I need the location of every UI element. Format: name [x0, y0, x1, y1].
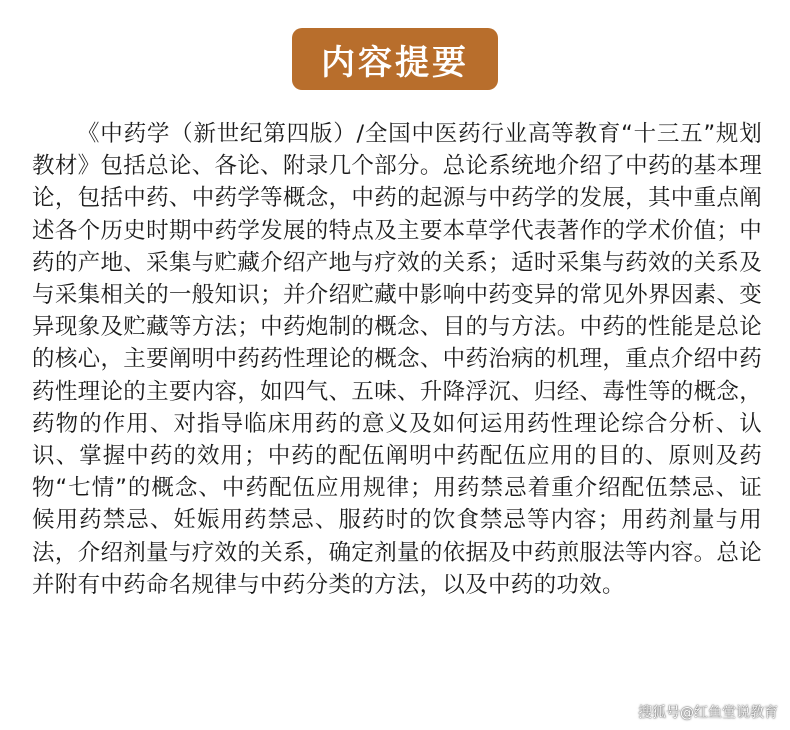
title-container — [0, 28, 790, 90]
page-title: 内容提要 — [292, 28, 498, 90]
watermark: 搜狐号@红鱼堂说教育 — [638, 705, 778, 721]
summary-paragraph: 《中药学（新世纪第四版）/全国中医药行业高等教育“十三五”规划教材》包括总论、各论、附录几个部分。总论系统地介绍了中药的基本理论，包括中药、中药学等概念，中药的起源与中药学的发展，其中重点阐述各个历史时期中药学发展的特点及主要本草学代表著作的学术价值；中药的产地、采集与贮藏介绍产地与疗效的关系；适时采集与药效的关系及与采集相关的一般知识；并介绍贮藏中影响中药变异的常见外界因素、变异现象及贮藏等方法；中药炮制的概念、目的与方法。中药的性能是总论的核心，主要阐明中药药性理论的概念、中药治病的机理，重点介绍中药药性理论的主要内容，如四气、五味、升降浮沉、归经、毒性等的概念，药物的作用、对指导临床用药的意义及如何运用药性理论综合分析、认识、掌握中药的效用；中药的配伍阐明中药配伍应用的目的、原则及药物“七情”的概念、中药配伍应用规律；用药禁忌着重介绍配伍禁忌、证候用药禁忌、妊娠用药禁忌、服药时的饮食禁忌等内容；用药剂量与用法，介绍剂量与疗效的关系，确定剂量的依据及中药煎服法等内容。总论并附有中药命名规律与中药分类的方法，以及中药的功效。 — [32, 121, 762, 598]
